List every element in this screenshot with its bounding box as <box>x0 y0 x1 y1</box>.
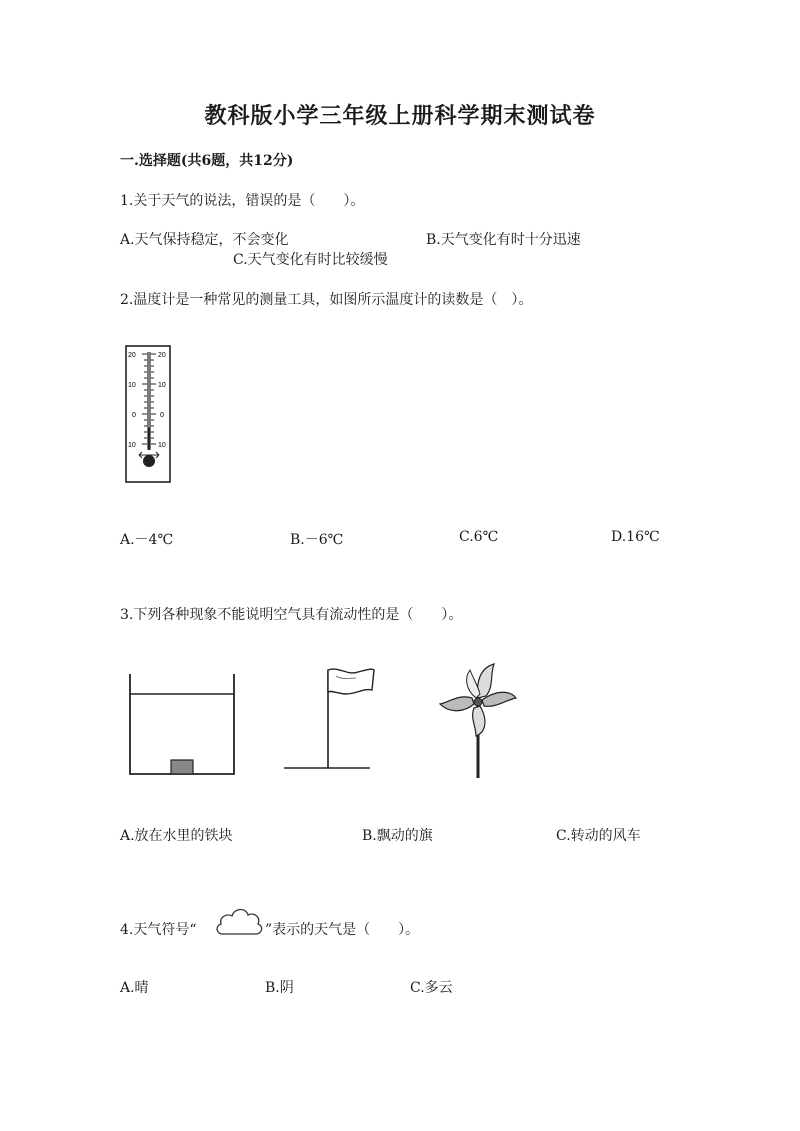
page-title: 教科版小学三年级上册科学期末测试卷 <box>204 103 596 129</box>
question-2-option-b[interactable]: B.－6℃ <box>290 532 344 548</box>
question-3-option-b[interactable]: B.飘动的旗 <box>362 828 433 844</box>
iron-block-in-water-figure <box>126 670 238 780</box>
question-1-option-a[interactable]: A.天气保持稳定，不会变化 <box>120 232 289 248</box>
flag-figure <box>280 664 374 774</box>
question-3-option-a[interactable]: A.放在水里的铁块 <box>120 828 233 844</box>
pinwheel-figure <box>436 660 520 780</box>
question-4-option-b[interactable]: B.阴 <box>265 980 294 996</box>
question-2-option-c[interactable]: C.6℃ <box>459 529 499 545</box>
scale-label-right-20: 20 <box>158 352 166 359</box>
scale-label-left-0: 0 <box>132 412 136 419</box>
section-heading: 一.选择题(共6题，共12分) <box>120 153 294 169</box>
question-1-option-b[interactable]: B.天气变化有时十分迅速 <box>426 232 581 248</box>
thermometer-figure <box>124 344 174 486</box>
question-4-stem-end: ”表示的天气是（ ）。 <box>265 922 420 938</box>
question-3-option-c[interactable]: C.转动的风车 <box>556 828 641 844</box>
scale-label-left-20: 20 <box>128 352 136 359</box>
question-1-option-c[interactable]: C.天气变化有时比较缓慢 <box>233 252 388 268</box>
question-2-option-a[interactable]: A.－4℃ <box>120 532 174 548</box>
question-1-stem: 1.关于天气的说法，错误的是（ ）。 <box>120 193 365 209</box>
cloud-symbol-icon <box>213 904 265 940</box>
question-4-stem-start: 4.天气符号“ <box>120 922 197 938</box>
question-2-stem: 2.温度计是一种常见的测量工具，如图所示温度计的读数是（ ）。 <box>120 292 533 308</box>
scale-label-right-10: 10 <box>158 382 166 389</box>
scale-label-left-10: 10 <box>128 382 136 389</box>
question-4-option-c[interactable]: C.多云 <box>410 980 453 996</box>
scale-label-left-neg10: 10 <box>128 442 136 449</box>
scale-label-right-0: 0 <box>160 412 164 419</box>
question-2-option-d[interactable]: D.16℃ <box>611 529 660 545</box>
scale-label-right-neg10: 10 <box>158 442 166 449</box>
question-4-option-a[interactable]: A.晴 <box>120 980 149 996</box>
question-3-stem: 3.下列各种现象不能说明空气具有流动性的是（ ）。 <box>120 607 463 623</box>
